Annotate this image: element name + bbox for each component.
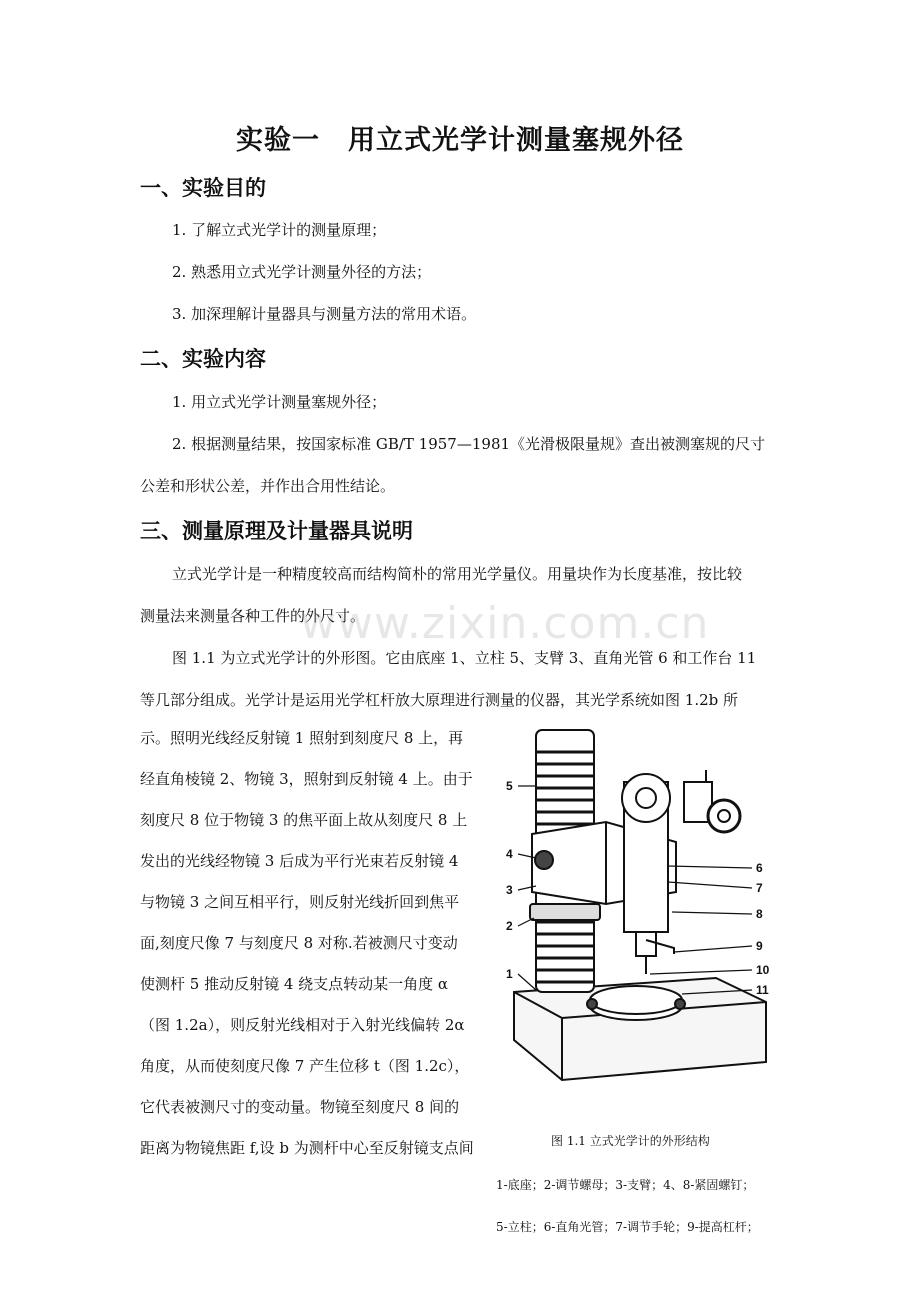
- callout-10: 10: [756, 963, 770, 977]
- paragraph-line: 角度，从而使刻度尺像 7 产生位移 t（图 1.2c），: [140, 1057, 470, 1075]
- purpose-item: 1. 了解立式光学计的测量原理；: [172, 221, 387, 239]
- paragraph-line: 图 1.1 为立式光学计的外形图。它由底座 1、立柱 5、支臂 3、直角光管 6 和工作台 11: [172, 649, 757, 667]
- content-item: 1. 用立式光学计测量塞规外径；: [172, 393, 387, 411]
- figure-legend-line: 5-立柱；6-直角光管；7-调节手轮；9-提高杠杆；: [496, 1220, 759, 1234]
- paragraph-line: 距离为物镜焦距 f,设 b 为测杆中心至反射镜支点间: [140, 1139, 474, 1157]
- callout-1: 1: [506, 967, 513, 981]
- paragraph-line: 使测杆 5 推动反射镜 4 绕支点转动某一角度 α: [140, 975, 449, 993]
- paragraph-line: 立式光学计是一种精度较高而结构简朴的常用光学量仪。用量块作为长度基准，按比较: [172, 565, 743, 583]
- callout-4: 4: [506, 847, 513, 861]
- paragraph-line: （图 1.2a），则反射光线相对于入射光线偏转 2α: [140, 1016, 465, 1034]
- content-item-continued: 公差和形状公差，并作出合用性结论。: [140, 477, 396, 495]
- section-heading-content: 二、实验内容: [140, 347, 266, 371]
- paragraph-line: 刻度尺 8 位于物镜 3 的焦平面上故从刻度尺 8 上: [140, 811, 468, 829]
- section-heading-principle: 三、测量原理及计量器具说明: [140, 519, 413, 543]
- content-item: 2. 根据测量结果，按国家标准 GB/T 1957—1981《光滑极限量规》查出被测塞规的尺寸: [172, 435, 766, 453]
- paragraph-line: 经直角棱镜 2、物镜 3，照射到反射镜 4 上。由于: [140, 770, 473, 788]
- section-heading-purpose: 一、实验目的: [140, 176, 266, 200]
- callout-11: 11: [756, 983, 769, 997]
- page-title: 实验一 用立式光学计测量塞规外径: [236, 125, 684, 156]
- paragraph-line: 发出的光线经物镜 3 后成为平行光束若反射镜 4: [140, 852, 459, 870]
- callout-2: 2: [506, 919, 513, 933]
- purpose-item: 3. 加深理解计量器具与测量方法的常用术语。: [172, 305, 477, 323]
- callout-9: 9: [756, 939, 763, 953]
- optical-comparator-figure: [496, 722, 786, 1122]
- watermark: www.zixin.com.cn: [300, 598, 710, 649]
- callout-5: 5: [506, 779, 513, 793]
- purpose-item: 2. 熟悉用立式光学计测量外径的方法；: [172, 263, 432, 281]
- figure-legend-line: 1-底座；2-调节螺母；3-支臂；4、8-紧固螺钉；: [496, 1178, 755, 1192]
- callout-6: 6: [756, 861, 763, 875]
- paragraph-line: 面,刻度尺像 7 与刻度尺 8 对称.若被测尺寸变动: [140, 934, 458, 952]
- figure-caption: 图 1.1 立式光学计的外形结构: [551, 1134, 710, 1148]
- paragraph-line: 它代表被测尺寸的变动量。物镜至刻度尺 8 间的: [140, 1098, 460, 1116]
- callout-3: 3: [506, 883, 513, 897]
- callout-7: 7: [756, 881, 763, 895]
- paragraph-line: 与物镜 3 之间互相平行，则反射光线折回到焦平: [140, 893, 460, 911]
- paragraph-line: 示。照明光线经反射镜 1 照射到刻度尺 8 上，再: [140, 729, 464, 747]
- paragraph-line: 测量法来测量各种工件的外尺寸。: [140, 607, 366, 625]
- paragraph-line: 等几部分组成。光学计是运用光学杠杆放大原理进行测量的仪器，其光学系统如图 1.2b 所: [140, 691, 738, 709]
- callout-8: 8: [756, 907, 763, 921]
